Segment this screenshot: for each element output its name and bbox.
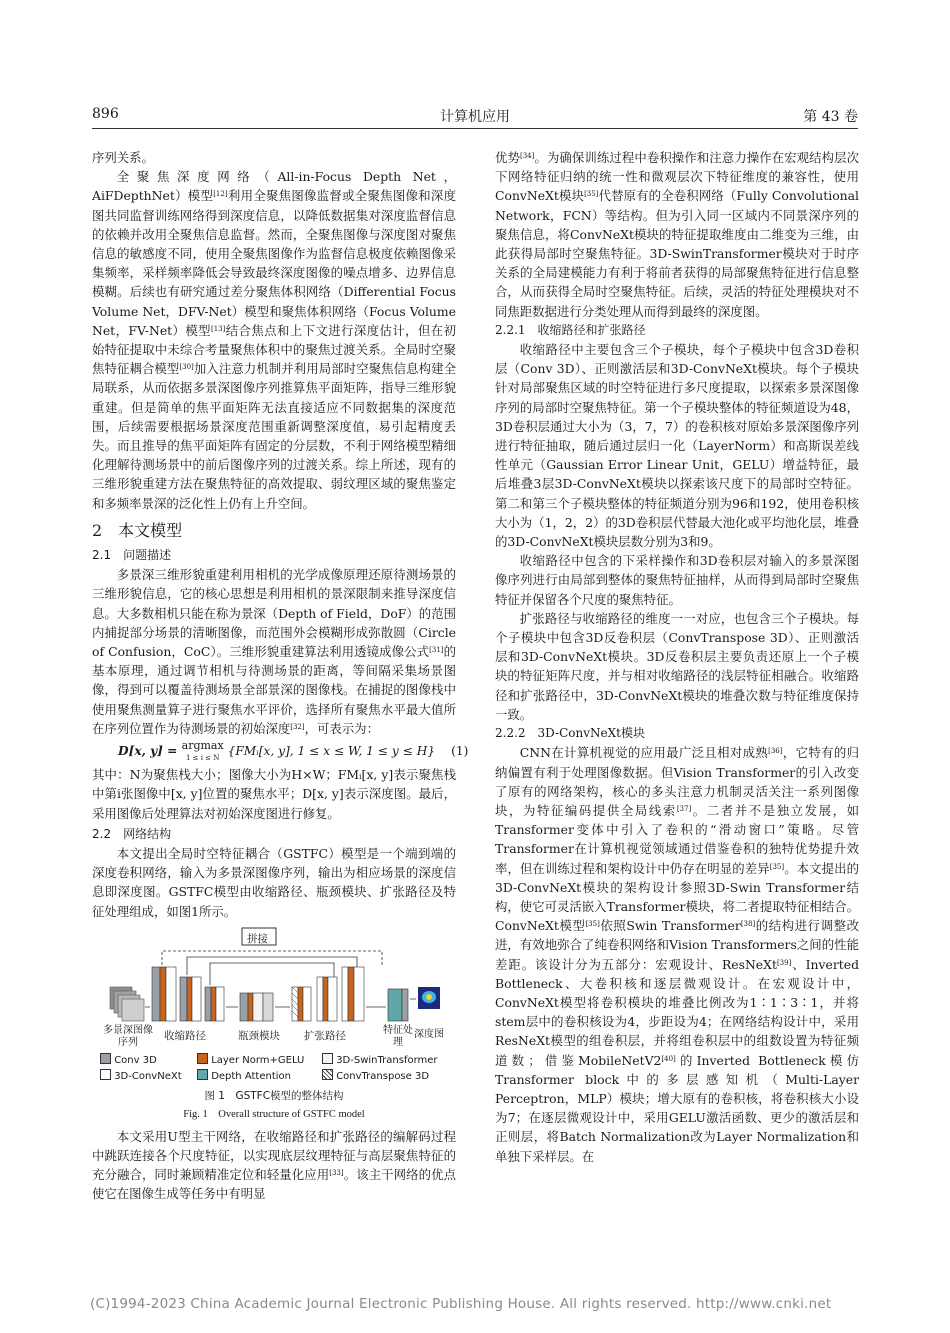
citation: [30] — [179, 363, 194, 372]
equation-1: D[x, y] = argmax 1 ≤ i ≤ N {FMᵢ[x, y], 1 ≤ x ≤ W, 1 ≤ y ≤ H} (1) — [118, 739, 469, 763]
fig-label-bottleneck: 瓶颈模块 — [238, 1029, 280, 1042]
depth-map-icon — [418, 987, 440, 1009]
left-column — [92, 148, 469, 1204]
fig-label-feature: 特征处理 — [383, 1024, 413, 1048]
fig-label-splice: 拼接 — [247, 932, 268, 945]
right-column — [495, 148, 859, 1166]
header-rule — [92, 128, 858, 129]
fig-label-input: 多景深图像序列 — [103, 1024, 153, 1048]
paragraph: 全聚焦深度网络（All-in-Focus Depth Net，AiFDepthNet）模型[12]利用全聚焦图像监督或全聚焦图像和深度图共同监督训练网络得到深度信息，以降低数据集对深度监督信息的依赖并改用全聚焦信息监督。然而，全聚焦图像与深度图对聚焦信息的敏感度不同，使用全聚焦图像作为监督信息极度依赖图像采集频率，采样频率降低会导致最终深度图像的噪点增多、边界信息模糊。后续也有研究通过差分聚焦体积网络（Differential Focus Volume Net，DFV-Net）模型和聚焦体积网络（Focus Volume Net，FV-Net）模型[13]结合焦点和上下文进行深度估计，但在初始特征提取中未综合考量聚焦体积中的聚焦过渡关系。全局时空聚焦特征耦合模型[30]加入注意力机制并利用局部时空聚焦信息构建全局联系，从而依据多景深图像序列推算焦平面矩阵，指导三维形貌重建。但是简单的焦平面矩阵无法直接适应不同数据集的深度范围，后续需要根据场景深度范围重新调整深度值，易引起精度丢失。而且推导的焦平面矩阵有固定的分层数，不利于网络模型精细化理解待测场景中的前后图像序列的过渡关系。综上所述，现有的三维形貌重建方法在聚焦特征的高效提取、弱纹理区域的聚焦鉴定和多频率景深的泛化性上仍有上升空间。 — [92, 169, 457, 511]
citation: [40] — [661, 1054, 676, 1063]
paragraph: 序列关系。 — [92, 150, 154, 165]
subsection-heading: 2.2 网络结构 — [92, 826, 172, 841]
figure-1: 拼接 多景深图像序列 收缩路径 瓶颈模块 扩张路径 特征处理 深度图 Conv 3D Layer Norm+GELU 3D-SwinTransformer 3D-ConvNeXt Depth Attention ConvTranspose 3D 图 1 GSTFC模型的整体结构 Fig. 1 Overall structure of GSTFC model — [92, 927, 456, 1123]
section-heading: 2 本文模型 — [92, 520, 183, 540]
subsubsection-heading: 2.2.1 收缩路径和扩张路径 — [495, 322, 646, 337]
legend-swatch-norm — [197, 1053, 208, 1064]
legend-swatch-conv3d — [100, 1053, 111, 1064]
citation: [37] — [676, 804, 692, 813]
input-image-stack-icon — [110, 987, 144, 1021]
journal-title: 计算机应用 — [440, 109, 510, 125]
citation: [34] — [519, 152, 535, 160]
citation: [32] — [290, 722, 305, 731]
fig-label-expand: 扩张路径 — [304, 1029, 346, 1042]
page-number: 896 — [92, 106, 119, 122]
citation: [13] — [211, 324, 226, 333]
figure-caption-en: Fig. 1 Overall structure of GSTFC model — [183, 1108, 365, 1120]
citation: [31] — [429, 646, 444, 655]
citation: [35] — [769, 862, 785, 871]
paragraph: 本文提出全局时空特征耦合（GSTFC）模型是一个端到端的深度卷积网络，输入为多景深图像序列，输出为相应场景的深度信息即深度图。GSTFC模型由收缩路径、瓶颈模块、扩张路径及特征处理组成，如图1所示。 — [92, 845, 456, 919]
volume-label: 第 43 卷 — [803, 109, 858, 125]
citation: [35] — [584, 190, 599, 199]
legend-swatch-swin — [322, 1053, 333, 1064]
citation: [12] — [213, 190, 228, 199]
subsubsection-heading: 2.2.2 3D-ConvNeXt模块 — [495, 726, 645, 741]
paragraph: 优势[34]。为确保训练过程中卷积操作和注意力操作在宏观结构层次下网络特征归纳的统一性和微观层次下特征维度的兼容性，使用ConvNeXt模块[35]代替原有的全卷积网络（Fully Convolutional Network，FCN）等结构。但为引入同一区域内不同景深序列的聚焦信息，将ConvNeXt模块的特征提取维度由二维变为三维，由此获得局部时空聚焦特征。3D-SwinTransformer模块对于时序关系的全局建模能力有利于将前者获得的局部聚焦特征进行信息整合，从而获得全局时空聚焦特征。后续，灵活的特征处理模块对不同焦距数据进行分类处理从而得到最终的深度图。 — [495, 150, 860, 319]
paragraph: 收缩路径中主要包含三个子模块，每个子模块中包含3D卷积层（Conv 3D）、正则激活层和3D-ConvNeXt模块。每个子模块针对局部聚焦区域的时空特征进行多尺度提取，以探索多景深图像序列的局部时空聚焦特征。第一个子模块整体的特征频道设为48，3D卷积层通过大小为（3，7，7）的卷积核对原始多景深图像序列进行特征抽取，随后通过层归一化（LayerNorm）和高斯误差线性单元（Gaussian Error Linear Unit，GELU）增益特征，最后堆叠3层3D-ConvNeXt模块以探索该尺度下的局部时空特征。第二和第三个子模块整体的特征频道分别为96和192，使用卷积核大小为（1，2，2）的3D卷积层代替最大池化或平均池化层，堆叠的3D-ConvNeXt模块层数分别为3和9。 — [495, 342, 859, 550]
fig-label-depth: 深度图 — [414, 1028, 444, 1040]
paragraph: 多景深三维形貌重建利用相机的光学成像原理还原待测场景的三维形貌信息，它的核心思想是利用相机的景深限制来推导深度信息。大多数相机只能在称为景深（Depth of Field，DoF）的范围内捕捉部分场景的清晰图像，而范围外会模糊形成弥散圆（Circle of Confusion，CoC）。三维形貌重建算法利用透镜成像公式[31]的基本原理，通过调节相机与待测场景的距离，等间隔采集场景图像，得到可以覆盖待测场景全部景深的图像栈。在捕捉的图像栈中使用聚焦测量算子进行聚焦水平评价，选择所有聚焦水平最大值所在序列位置作为待测场景的初始深度[32]，可表示为： — [92, 567, 457, 736]
paragraph: 收缩路径中包含的下采样操作和3D卷积层对输入的多景深图像序列进行由局部到整体的聚焦特征抽样，从而得到局部时空聚焦特征并保留各个尺度的聚焦特征。 — [495, 553, 859, 607]
citation: [35] — [585, 920, 600, 929]
citation: [38] — [740, 920, 756, 929]
copyright-footer: (C)1994-2023 China Academic Journal Electronic Publishing House. All rights reserved. http://www.cnki.net — [90, 1296, 832, 1312]
paragraph: 其中：N为聚焦栈大小；图像大小为H×W；FMᵢ[x, y]表示聚焦栈中第i张图像中[x, y]位置的聚焦水平；D[x, y]表示深度图。最后，采用图像后处理算法对初始深度图进行修复。 — [92, 767, 456, 821]
citation: [36] — [768, 747, 783, 756]
legend-swatch-convnext — [100, 1069, 111, 1080]
legend-swatch-attention — [197, 1069, 208, 1080]
figure-caption-cn: 图 1 GSTFC模型的整体结构 — [204, 1089, 344, 1102]
fig-label-contract: 收缩路径 — [164, 1029, 206, 1042]
paragraph: 扩张路径与收缩路径的维度一一对应，也包含三个子模块。每个子模块中包含3D反卷积层（ConvTranspose 3D）、正则激活层和3D-ConvNeXt模块。3D反卷积层主要负责还原上一个子模块的特征矩阵尺度，并与相对收缩路径的浅层特征相融合。收缩路径和扩张路径中，3D-ConvNeXt模块的堆叠次数与特征维度保持一致。 — [495, 610, 859, 722]
citation: [39] — [776, 958, 792, 967]
legend-swatch-convtranspose — [322, 1069, 333, 1080]
paragraph: CNN在计算机视觉的应用最广泛且相对成熟[36]，它特有的归纳偏置有利于处理图像数据。但Vision Transformer的引入改变了原有的网络架构，核心的多头注意力机制灵活关注一系列图像块，为特征编码提供全局线索[37]。二者并不是独立发展，如Transformer变体中引入了卷积的“滑动窗口”策略。尽管Transformer在计算机视觉领域通过借鉴卷积的独特优势提升效率，但在训练过程和架构设计中仍存在明显的差异[35]。本文提出的3D-ConvNeXt模块的架构设计参照3D-Swin Transformer结构，使它可灵活嵌入Transformer模块，将二者提取特征相结合。ConvNeXt模型[35]依照Swin Transformer[38]的结构进行调整改进，有效地弥合了纯卷积网络和Vision Transformers之间的性能差距。该设计分为五部分：宏观设计、ResNeXt[39]、Inverted Bottleneck、大卷积核和逐层微观设计。在宏观设计中，ConvNeXt模型将卷积模块的堆叠比例改为1∶1∶3∶1，并将stem层中的卷积核设为4，步距设为4；在网络结构设计中，采用ResNeXt模型的组卷积层，并将组卷积层中的组数设置为特征频道数；借鉴MobileNetV2[40]的Inverted Bottleneck模仿Transformer block中的多层感知机（Multi-Layer Perceptron，MLP）模块；增大原有的卷积核，将卷积核大小设为7；在逐层微观设计中，采用GELU激活函数、更少的激活层和正则层，将Batch Normalization改为Layer Normalization和单独下采样层。在 — [495, 745, 860, 1164]
citation: [33] — [329, 1169, 344, 1178]
paragraph: 本文采用U型主干网络，在收缩路径和扩张路径的编解码过程中跳跃连接各个尺度特征，以实现底层纹理特征与高层聚焦特征的充分融合，同时兼顾精准定位和轻量化应用[33]。该主干网络的优点使它在图像生成等任务中有明显 — [92, 1128, 457, 1202]
subsection-heading: 2.1 问题描述 — [92, 548, 172, 563]
